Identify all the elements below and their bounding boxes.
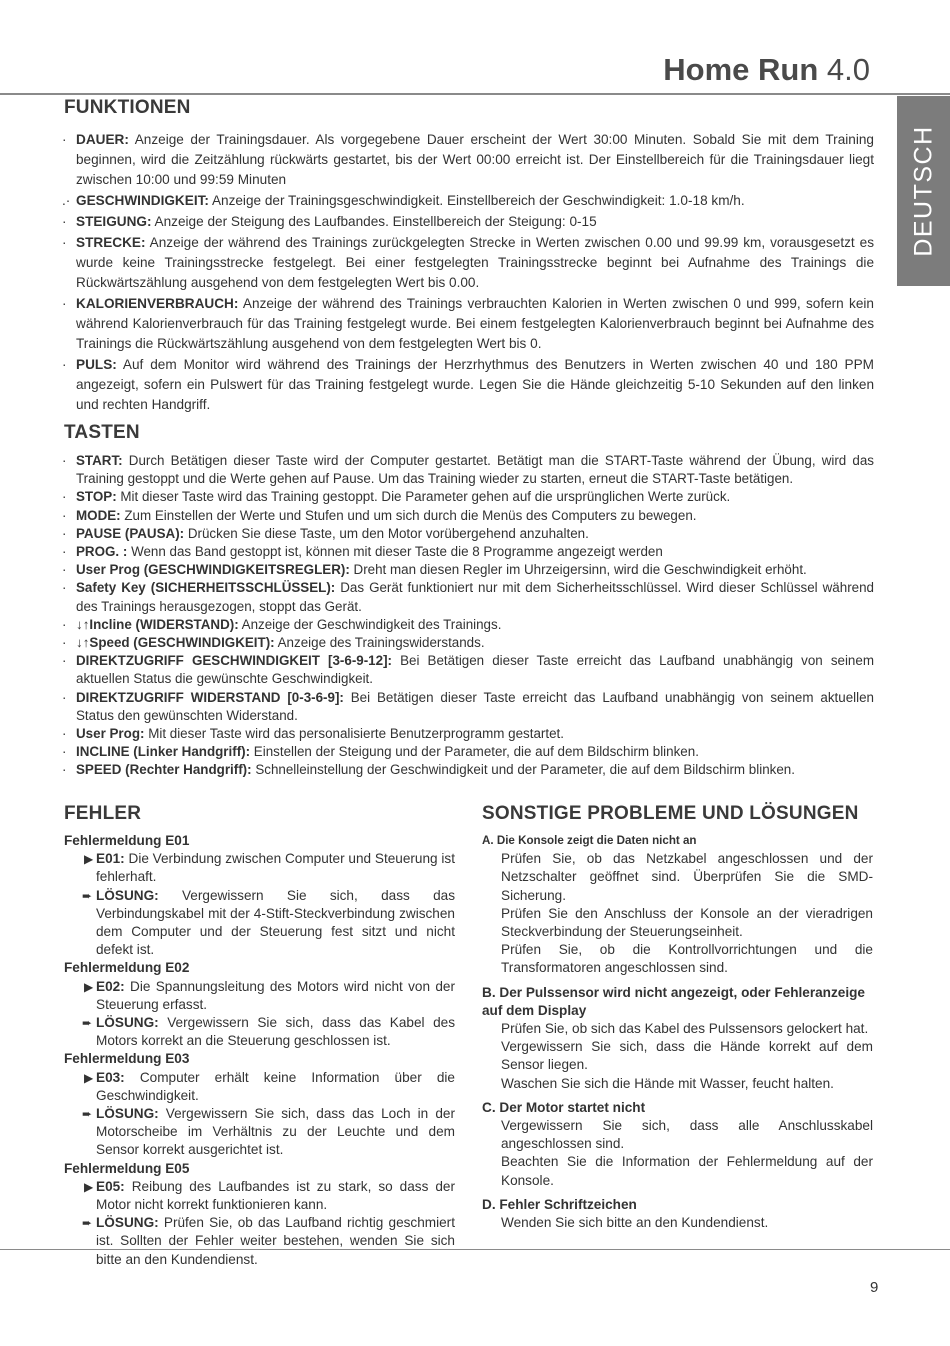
triangle-right-icon: ▶ <box>84 979 94 994</box>
list-item <box>62 761 874 779</box>
item-text: Anzeige der Steigung des Laufbandes. Einstellbereich der Steigung: 0-15 <box>151 214 597 229</box>
bullet: · <box>62 653 67 669</box>
item-label: User Prog: <box>76 726 145 742</box>
problem-title: C. Der Motor startet nicht <box>482 1099 646 1115</box>
item-text: Drücken Sie diese Taste, um den Motor vorübergehend anzuhalten. <box>184 525 589 541</box>
list-item <box>62 743 874 761</box>
list-item <box>62 616 874 634</box>
item-text: Anzeige der Trainingsdauer. Als vorgegebene Dauer erscheint der Wert 30:00 Minuten. Sobald Sie mit dem Training beginnen, wird die Zeitzählung rückwärts gestartet, bis der Wert 00:00 erreicht ist. Der Einstellbereich für die Trainingsdauer liegt zwischen 10:00 und 99:59 Minuten <box>76 132 874 187</box>
list-item <box>62 488 874 506</box>
funktionen-list <box>62 130 874 416</box>
item-label: MODE: <box>76 507 121 523</box>
item-text: Wenn das Band gestoppt ist, können mit dieser Taste die 8 Programme angezeigt werden <box>127 544 663 560</box>
error-solution <box>64 1105 455 1160</box>
bullet: · <box>62 357 67 372</box>
item-label: DIREKTZUGRIFF WIDERSTAND [0-3-6-9]: <box>76 689 344 705</box>
problem-body: Prüfen Sie den Anschluss der Konsole an der vieradrigen Steckverbindung der Steuerungseinheit. <box>501 905 873 940</box>
solution-text: Vergewissern Sie sich, dass das Loch in der Motorscheibe im Verhältnis zu der Leuchte und dem Sensor korrekt ausgerichtet ist. <box>96 1106 455 1158</box>
item-label: PROG. : <box>76 544 128 560</box>
error-code: E02: <box>96 978 125 994</box>
tasten-list <box>62 452 874 780</box>
item-label: PULS: <box>76 357 117 372</box>
error-code: E05: <box>96 1178 125 1194</box>
list-item <box>62 507 874 525</box>
problem-body: Wenden Sie sich bitte an den Kundendienst. <box>501 1215 769 1231</box>
item-label: ↓↑Incline (WIDERSTAND): <box>76 616 239 632</box>
error-description <box>64 850 455 886</box>
section-title-tasten: TASTEN <box>64 422 140 443</box>
triangle-right-icon: ▶ <box>84 1179 94 1194</box>
problem-title: A. Die Konsole zeigt die Daten nicht an <box>482 834 697 847</box>
list-item <box>62 294 874 354</box>
item-text: Auf dem Monitor wird während des Trainings der Herzrhythmus des Benutzers in Werten zwischen 40 und 180 PPM angezeigt, sofern ein Pulswert für das Training festgelegt wurde. Legen Sie die Hände gleichzeitig 5-10 Sekunden auf den linken und rechten Handgriff. <box>76 357 874 412</box>
bullet: · <box>62 744 67 760</box>
section-title-funktionen: FUNKTIONEN <box>64 97 191 118</box>
list-item <box>62 634 874 652</box>
bullet: · <box>62 562 67 578</box>
problem-body: Waschen Sie sich die Hände mit Wasser, feucht halten. <box>501 1075 834 1091</box>
error-text: Die Verbindung zwischen Computer und Steuerung ist fehlerhaft. <box>96 851 455 885</box>
item-text: Zum Einstellen der Werte und Stufen und um sich durch die Menüs des Computers zu bewegen. <box>120 507 697 523</box>
bullet: · <box>62 132 67 147</box>
problem-body: Prüfen Sie, ob die Kontrollvorrichtungen und die Transformatoren angeschlossen sind. <box>501 942 873 976</box>
list-item <box>62 233 874 293</box>
error-heading: Fehlermeldung E02 <box>64 960 190 976</box>
bullet: · <box>62 580 67 596</box>
fehler-column <box>64 832 455 1269</box>
item-label: STOP: <box>76 489 117 505</box>
item-text: Anzeige der während des Trainings verbrauchten Kalorien in Werten zwischen 0 und 999, sofern kein während Kalorienverbrauch für das Training festgelegt wurde. Bei einem festgelegten Kalorienverbrauch beginnt bei Aufnahme des Trainings die Rückwärtszählung ausgehend von dem festgelegten Wert bis 0. <box>76 296 874 351</box>
list-item <box>62 130 874 190</box>
item-text: Durch Betätigen dieser Taste wird der Computer gestartet. Betätigt man die START-Taste während der Übung, wird das Training gestoppt und die Werte gehen auf Pause. Um das Training wieder zu starten, erneut die START-Taste betätigen. <box>76 453 874 487</box>
bullet: · <box>62 214 67 229</box>
item-text: Anzeige der Geschwindigkeit des Trainings. <box>238 616 502 632</box>
list-item <box>62 355 874 415</box>
bullet: · <box>62 507 67 523</box>
item-label: GESCHWINDIGKEIT: <box>76 193 209 208</box>
error-code: E03: <box>96 1069 125 1085</box>
item-label: SPEED (Rechter Handgriff): <box>76 762 252 778</box>
error-solution <box>64 887 455 960</box>
problem-body: Prüfen Sie, ob das Netzkabel angeschlossen und der Netzschalter geöffnet sind. Überprüfen Sie die SMD-Sicherung. <box>501 851 873 903</box>
error-description <box>64 1178 455 1214</box>
page-number: 9 <box>870 1279 879 1296</box>
list-item <box>62 191 874 211</box>
bullet: · <box>62 235 67 250</box>
list-item <box>62 452 874 488</box>
item-label: INCLINE (Linker Handgriff): <box>76 744 251 760</box>
error-heading: Fehlermeldung E03 <box>64 1051 190 1067</box>
bullet: · <box>62 489 67 505</box>
solution-text: Vergewissern Sie sich, dass das Kabel des Motors korrekt an die Steuerung geschlossen ist. <box>96 1015 455 1049</box>
item-text: Dreht man diesen Regler im Uhrzeigersinn, wird die Geschwindigkeit erhöht. <box>349 562 807 578</box>
item-label: Safety Key (SICHERHEITSSCHLÜSSEL): <box>76 580 336 596</box>
problem-body: Vergewissern Sie sich, dass die Hände korrekt auf dem Sensor liegen. <box>501 1039 873 1073</box>
item-text: Einstellen der Steigung und der Parameter, die auf dem Bildschirm blinken. <box>250 744 699 760</box>
problem-title: D. Fehler Schriftzeichen <box>482 1196 637 1212</box>
item-text: Mit dieser Taste wird das personalisierte Benutzerprogramm gestartet. <box>144 726 564 742</box>
document-title <box>663 52 870 88</box>
item-label: KALORIENVERBRAUCH: <box>76 296 239 311</box>
arrow-right-icon: ➨ <box>82 1016 93 1031</box>
solution-label: LÖSUNG: <box>96 1215 159 1231</box>
list-item <box>62 652 874 688</box>
problem-body: Prüfen Sie, ob sich das Kabel des Pulssensors gelockert hat. <box>501 1021 869 1037</box>
error-heading: Fehlermeldung E01 <box>64 833 190 848</box>
item-text: Das Gerät funktioniert nur mit dem Sicherheitsschlüssel. Wird dieser Schlüssel während des Trainings herausgezogen, stoppt das Gerät. <box>76 580 874 614</box>
bullet: · <box>62 726 67 742</box>
bullet: .· <box>62 193 71 208</box>
error-solution <box>64 1014 455 1050</box>
solution-label: LÖSUNG: <box>96 887 159 903</box>
item-text: Mit dieser Taste wird das Training gestoppt. Die Parameter gehen auf die ursprünglichen Werte zurück. <box>116 489 731 505</box>
item-label: STEIGUNG: <box>76 214 152 229</box>
item-label: STRECKE: <box>76 235 146 250</box>
footer-divider <box>0 1249 950 1250</box>
bullet: · <box>62 453 67 468</box>
list-item <box>62 525 874 543</box>
bullet: · <box>62 544 67 560</box>
problem-title-text: B. Der Pulssensor wird nicht angezeigt, oder Fehleranzeige auf dem Display <box>482 984 865 1018</box>
section-title-probleme: SONSTIGE PROBLEME UND LÖSUNGEN <box>482 803 859 824</box>
language-tab <box>897 96 950 286</box>
error-description <box>64 1069 455 1105</box>
problem-body: Vergewissern Sie sich, dass alle Anschlusskabel angeschlossen sind. <box>501 1118 873 1152</box>
item-text: Bei Betätigen dieser Taste erreicht das Laufband unabhängig von seinem aktuellen Status die gewünschte Geschwindigkeit. <box>76 653 874 687</box>
item-text: Bei Betätigen dieser Taste erreicht das Laufband unabhängig von seinem aktuellen Status den gewünschten Widerstand. <box>76 689 874 723</box>
arrow-right-icon: ➨ <box>82 888 93 903</box>
solution-label: LÖSUNG: <box>96 1015 159 1031</box>
bullet: · <box>62 635 67 651</box>
item-label: START: <box>76 453 123 468</box>
bullet: · <box>62 525 67 541</box>
solution-text: Vergewissern Sie sich, dass das Verbindungskabel mit der 4-Stift-Steckverbindung zwischen dem Computer und der Steuerung fest sitzt und nicht defekt ist. <box>96 887 455 958</box>
error-solution <box>64 1214 455 1269</box>
item-label: PAUSE (PAUSA): <box>76 525 185 541</box>
bullet: · <box>62 296 67 311</box>
item-text: Schnelleinstellung der Geschwindigkeit und der Parameter, die auf dem Bildschirm blinken. <box>251 762 795 778</box>
solution-text: Prüfen Sie, ob das Laufband richtig geschmiert ist. Sollten der Fehler weiter bestehen, wenden Sie sich bitte an den Kundendienst. <box>96 1215 455 1267</box>
list-item <box>62 725 874 743</box>
item-label: DAUER: <box>76 132 129 147</box>
triangle-right-icon: ▶ <box>84 1070 94 1085</box>
arrow-right-icon: ➨ <box>82 1107 93 1122</box>
list-item <box>62 212 874 232</box>
list-item <box>62 543 874 561</box>
probleme-column <box>482 832 873 1232</box>
item-label: User Prog (GESCHWINDIGKEITSREGLER): <box>76 562 350 578</box>
bullet: · <box>62 762 67 778</box>
triangle-right-icon: ▶ <box>84 852 94 867</box>
error-text: Die Spannungsleitung des Motors wird nicht von der Steuerung erfasst. <box>96 978 455 1012</box>
item-text: Anzeige der während des Trainings zurückgelegten Strecke in Werten zwischen 0.00 und 99.99 km, vorausgesetzt es wurde keine Trainingsstrecke festgelegt. Bei einer festgelegten Trainingsstrecke beginnt bei Aufnahme des Trainings die Rückwärtszählung ausgehend von dem festgelegten Wert bis 0.00. <box>76 235 874 290</box>
solution-label: LÖSUNG: <box>96 1106 159 1122</box>
error-code: E01: <box>96 851 125 867</box>
item-text: Anzeige des Trainingswiderstands. <box>274 635 485 651</box>
bullet: · <box>62 689 67 705</box>
error-heading: Fehlermeldung E05 <box>64 1160 190 1176</box>
list-item <box>62 689 874 725</box>
section-title-fehler: FEHLER <box>64 803 142 824</box>
item-label: ↓↑Speed (GESCHWINDIGKEIT): <box>76 635 275 651</box>
arrow-right-icon: ➨ <box>82 1216 93 1231</box>
header-divider <box>0 93 950 95</box>
problem-body: Beachten Sie die Information der Fehlermeldung auf der Konsole. <box>501 1154 873 1188</box>
error-text: Reibung des Laufbandes ist zu stark, so dass der Motor nicht korrekt funktionieren kann. <box>96 1178 455 1213</box>
list-item <box>62 579 874 615</box>
item-label: DIREKTZUGRIFF GESCHWINDIGKEIT [3-6-9-12]: <box>76 653 392 669</box>
item-text: Anzeige der Trainingsgeschwindigkeit. Einstellbereich der Geschwindigkeit: 1.0-18 km/h. <box>208 193 745 208</box>
error-description <box>64 978 455 1014</box>
bullet: · <box>62 616 67 632</box>
error-text: Computer erhält keine Information über die Geschwindigkeit. <box>96 1069 455 1103</box>
problem-title <box>482 984 873 1020</box>
product-name: Home Run <box>663 52 819 87</box>
product-version: 4.0 <box>826 52 870 87</box>
list-item <box>62 561 874 579</box>
language-tab-label: DEUTSCH <box>909 125 937 257</box>
